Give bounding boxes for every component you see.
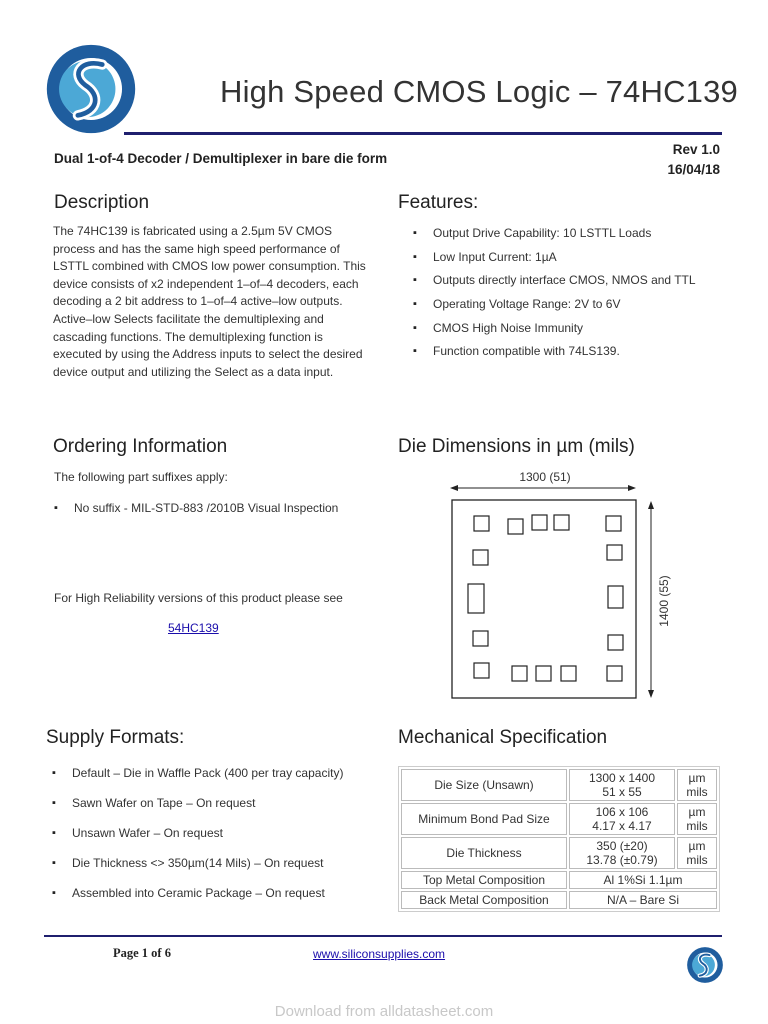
- footer-divider: [44, 935, 722, 937]
- spec-value: 106 x 106 4.17 x 4.17: [569, 803, 675, 835]
- description-heading: Description: [54, 192, 150, 213]
- description-line: process and has the same high speed performance of: [53, 241, 340, 256]
- page-number: Page 1 of 6: [113, 946, 171, 960]
- spec-unit: µm mils: [677, 803, 717, 835]
- description-line: device output and utilizing the Select as a data input.: [53, 364, 334, 379]
- description-line: device consists of x2 independent 1–of–4 decoders, each: [53, 276, 359, 291]
- die-diagram: [448, 480, 670, 702]
- ordering-heading: Ordering Information: [53, 436, 228, 457]
- table-row: [401, 891, 717, 909]
- feature-item: ▪ CMOS High Noise Immunity: [410, 320, 696, 344]
- description-line: cascading functions. The demultiplexing function is: [53, 329, 323, 344]
- header-divider: [124, 132, 722, 135]
- description-text: [53, 223, 383, 381]
- supply-list: [49, 765, 343, 915]
- spec-label: Die Size (Unsawn): [401, 769, 567, 801]
- supply-heading: Supply Formats:: [46, 727, 185, 748]
- feature-item: ▪ Operating Voltage Range: 2V to 6V: [410, 296, 696, 320]
- mechanical-heading: Mechanical Specification: [398, 727, 608, 748]
- silicon-supplies-logo-icon: [44, 42, 138, 136]
- download-watermark: Download from alldatasheet.com: [274, 1003, 494, 1020]
- table-row: [401, 769, 717, 801]
- spec-label: Die Thickness: [401, 837, 567, 869]
- spec-label: Top Metal Composition: [401, 871, 567, 889]
- features-heading: Features:: [398, 192, 479, 213]
- revision-label: Rev 1.0: [672, 142, 720, 157]
- features-list: [410, 225, 696, 367]
- die-width-label: 1300 (51): [519, 470, 571, 484]
- supply-item: ▪ Assembled into Ceramic Package – On request: [49, 885, 343, 915]
- description-line: The 74HC139 is fabricated using a 2.5µm 5V CMOS: [53, 224, 333, 238]
- die-dimensions-heading: Die Dimensions in µm (mils): [398, 436, 635, 457]
- spec-value: N/A – Bare Si: [569, 891, 717, 909]
- feature-item: ▪ Low Input Current: 1µA: [410, 249, 696, 273]
- table-row: [401, 803, 717, 835]
- feature-item: ▪ Outputs directly interface CMOS, NMOS and TTL: [410, 272, 696, 296]
- supply-item: ▪ Default – Die in Waffle Pack (400 per tray capacity): [49, 765, 343, 795]
- hirel-part-link[interactable]: 54HC139: [168, 621, 219, 635]
- revision-block: [667, 140, 720, 180]
- spec-label: Minimum Bond Pad Size: [401, 803, 567, 835]
- revision-date: 16/04/18: [667, 162, 720, 177]
- table-row: [401, 871, 717, 889]
- ordering-item: ▪ No suffix - MIL-STD-883 /2010B Visual Inspection: [51, 500, 338, 516]
- description-line: executed by using the Address inputs to select the desired: [53, 347, 363, 362]
- spec-value: Al 1%Si 1.1µm: [569, 871, 717, 889]
- spec-label: Back Metal Composition: [401, 891, 567, 909]
- spec-unit: µm mils: [677, 769, 717, 801]
- ordering-intro: The following part suffixes apply:: [54, 470, 228, 484]
- supply-item: ▪ Sawn Wafer on Tape – On request: [49, 795, 343, 825]
- table-row: [401, 837, 717, 869]
- description-line: decoding a 2 bit address to 1–of–4 active–low outputs.: [53, 294, 343, 309]
- feature-item: ▪ Function compatible with 74LS139.: [410, 343, 696, 367]
- feature-item: ▪ Output Drive Capability: 10 LSTTL Loads: [410, 225, 696, 249]
- description-line: LSTTL combined with CMOS low power consumption. This: [53, 259, 366, 274]
- website-link[interactable]: www.siliconsupplies.com: [313, 947, 446, 961]
- die-height-label: 1400 (55): [657, 575, 671, 627]
- spec-unit: µm mils: [677, 837, 717, 869]
- silicon-supplies-small-logo-icon: [686, 946, 724, 984]
- spec-value: 1300 x 1400 51 x 55: [569, 769, 675, 801]
- supply-item: ▪ Die Thickness <> 350µm(14 Mils) – On request: [49, 855, 343, 885]
- document-title: High Speed CMOS Logic – 74HC139: [220, 74, 738, 109]
- spec-value: 350 (±20) 13.78 (±0.79): [569, 837, 675, 869]
- hirel-text: For High Reliability versions of this product please see: [54, 591, 343, 605]
- description-line: Active–low Selects facilitate the demultiplexing and: [53, 311, 324, 326]
- ordering-list: [51, 500, 338, 516]
- supply-item: ▪ Unsawn Wafer – On request: [49, 825, 343, 855]
- document-subtitle: Dual 1-of-4 Decoder / Demultiplexer in bare die form: [54, 151, 388, 166]
- mechanical-spec-table: [398, 766, 720, 912]
